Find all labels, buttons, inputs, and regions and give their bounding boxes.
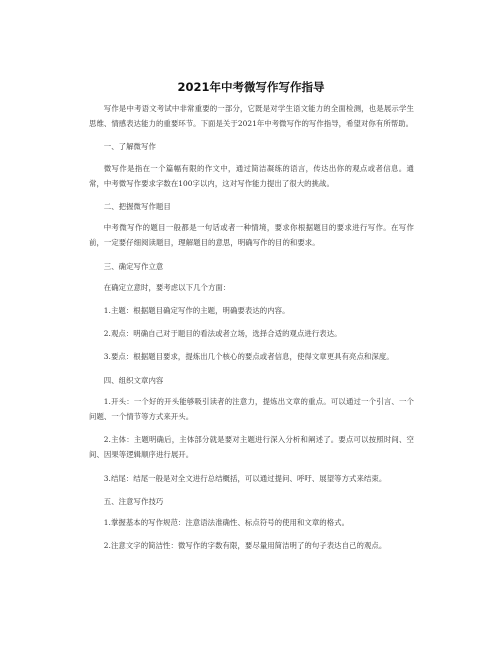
- list-item: 1.开头：一个好的开头能够吸引读者的注意力，提炼出文章的重点。可以通过一个引言、一个问题、一个情节等方式来开头。: [89, 396, 414, 422]
- paragraph: 微写作是指在一个篇幅有限的作文中，通过简洁凝练的语言，传达出你的观点或者信息。通常，中考微写作要求字数在100字以内，这对写作能力提出了很大的挑战。: [89, 163, 414, 188]
- section-heading-4: 四、组织文章内容: [103, 375, 164, 385]
- paragraph: 在确定立意时，要考虑以下几个方面：: [103, 282, 231, 292]
- paragraph: 中考微写作的题目一般都是一句话或者一种情境，要求你根据题目的要求进行写作。在写作前，一定要仔细阅读题目，理解题目的意思，明确写作的目的和要求。: [89, 223, 414, 248]
- paragraph-intro: 写作是中考语文考试中非常重要的一部分，它既是对学生语文能力的全面检测，也是展示学生思维、情感表达能力的重要环节。下面是关于2021年中考微写作的写作指导，希望对你有所帮助。: [89, 104, 414, 129]
- section-heading-5: 五、注意写作技巧: [103, 496, 164, 506]
- list-item: 3.要点：根据题目要求，提炼出几个核心的要点或者信息，使得文章更具有亮点和深度。: [103, 352, 394, 362]
- list-item: 2.观点：明确自己对于题目的看法或者立场，选择合适的观点进行表达。: [103, 329, 342, 339]
- document-body: [89, 101, 414, 561]
- list-item: 3.结尾：结尾一般是对全文进行总结概括，可以通过提问、呼吁、展望等方式来结束。: [103, 473, 387, 483]
- document-title: 2021年中考微写作写作指导: [177, 80, 325, 94]
- section-heading-3: 三、确定写作立意: [103, 261, 164, 271]
- section-heading-2: 二、把握微写作题目: [103, 202, 171, 212]
- list-item: 1.主题：根据题目确定写作的主题，明确要表达的内容。: [103, 306, 290, 316]
- section-heading-1: 一、了解微写作: [103, 142, 156, 152]
- list-item: 2.主体：主题明确后，主体部分就是要对主题进行深入分析和阐述了。要点可以按照时间、空间、因果等逻辑顺序进行展开。: [89, 435, 414, 460]
- list-item: 2.注意文字的简洁性：微写作的字数有限，要尽量用简洁明了的句子表达自己的观点。: [103, 541, 387, 551]
- list-item: 1.掌握基本的写作规范：注意语法准确性、标点符号的使用和文章的格式。: [103, 518, 350, 528]
